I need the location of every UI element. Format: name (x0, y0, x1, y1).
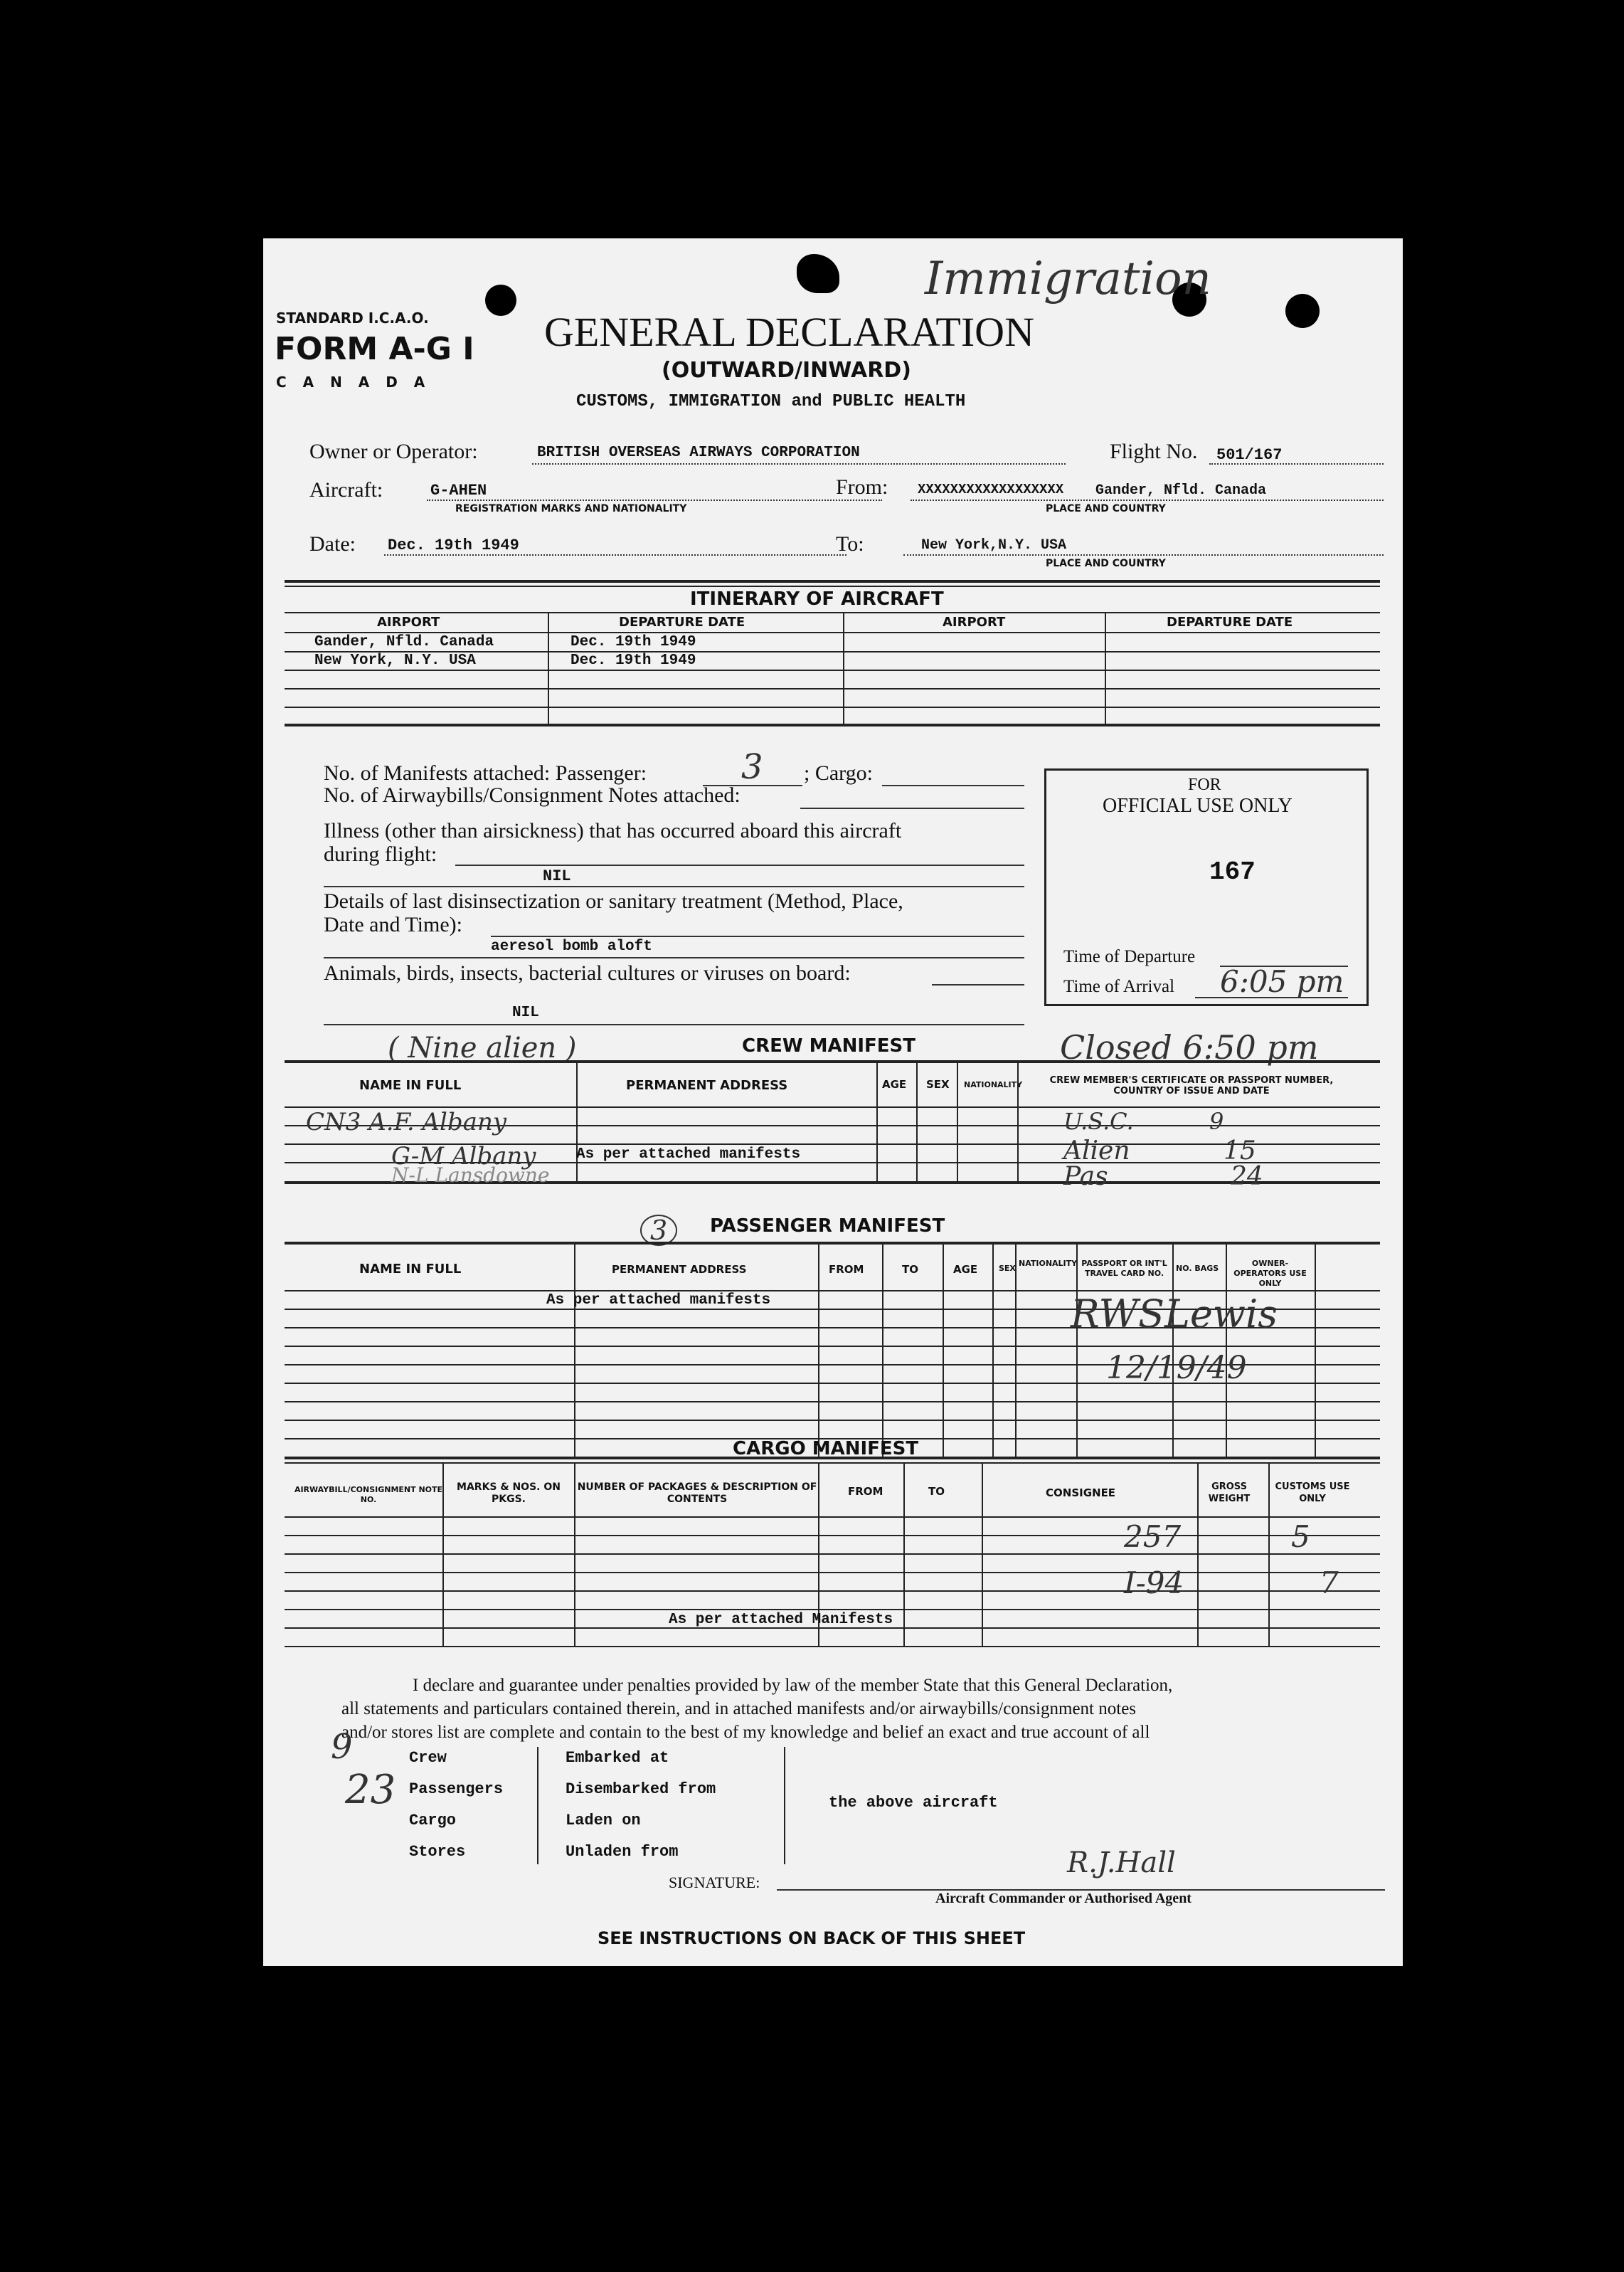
declaration-hand-count: 23 (345, 1767, 396, 1813)
declaration-mid: Embarked at (566, 1749, 669, 1767)
aircraft-label: Aircraft: (309, 478, 383, 502)
cargo-header: CONSIGNEE (1046, 1486, 1116, 1499)
declaration-form (263, 238, 1403, 1966)
flight-number: 501/167 (1216, 446, 1283, 464)
itinerary-cell: Gander, Nfld. Canada (314, 634, 494, 650)
to-value: New York,N.Y. USA (921, 537, 1067, 554)
crew-hand-right: 9 (1209, 1108, 1224, 1135)
disinsect-label-2: Date and Time): (324, 913, 462, 936)
itinerary-cell: Dec. 19th 1949 (570, 634, 696, 650)
from-place-sub: PLACE AND COUNTRY (1046, 503, 1166, 514)
passenger-title: PASSENGER MANIFEST (710, 1215, 945, 1237)
cargo-header: AIRWAYBILL/CONSIGNMENT NOTE NO. (294, 1485, 443, 1504)
from-value: Gander, Nfld. Canada (1095, 482, 1267, 499)
passenger-hand-sign: RWSLewis (1071, 1291, 1278, 1336)
crew-header: CREW MEMBER'S CERTIFICATE OR PASSPORT NUMBER, COUNTRY OF ISSUE AND DATE (1049, 1075, 1334, 1097)
departure-label: Time of Departure (1063, 947, 1196, 966)
date-label: Date: (309, 532, 356, 556)
passenger-header: PASSPORT OR INT'L TRAVEL CARD NO. (1081, 1259, 1167, 1278)
itinerary-header: DEPARTURE DATE (1167, 615, 1293, 630)
crew-hand-name: N-L Lansdowne (391, 1163, 550, 1187)
itinerary-cell: New York, N.Y. USA (314, 652, 476, 669)
crew-hand-name: G-M Albany (391, 1142, 536, 1171)
crew-hand-right: 15 (1224, 1136, 1256, 1166)
torn-corner (797, 254, 839, 293)
illness-value: NIL (543, 867, 571, 885)
itinerary-header: AIRPORT (943, 615, 1006, 630)
form-number: FORM A-G I (275, 331, 474, 367)
cargo-hand: 257 (1124, 1519, 1182, 1554)
from-struck: XXXXXXXXXXXXXXXXXX (918, 482, 1064, 497)
cargo-header: FROM (848, 1485, 883, 1498)
cargo-header: NUMBER OF PACKAGES & DESCRIPTION OF CONTENTS (577, 1481, 817, 1505)
cargo-header: TO (928, 1485, 945, 1498)
declaration-hand-count: 9 (331, 1727, 353, 1767)
owner-label: Owner or Operator: (309, 440, 478, 463)
owner-value: BRITISH OVERSEAS AIRWAYS CORPORATION (537, 445, 860, 461)
crew-note-right: Closed 6:50 pm (1060, 1028, 1319, 1067)
declaration-left: Crew (409, 1749, 447, 1767)
crew-header: NAME IN FULL (359, 1078, 462, 1093)
signature-value: R.J.Hall (1067, 1846, 1176, 1879)
crew-hand-right: U.S.C. (1063, 1108, 1134, 1135)
manifests-label: No. of Manifests attached: Passenger: (324, 761, 647, 785)
crew-title: CREW MANIFEST (742, 1035, 916, 1057)
declaration-line: I declare and guarantee under penalties provided by law of the member State that this General Declaration, (413, 1676, 1173, 1695)
animals-value: NIL (512, 1005, 539, 1021)
crew-header: NATIONALITY (964, 1080, 1023, 1089)
crew-hand-right: Pas (1063, 1162, 1108, 1191)
declaration-mid: Laden on (566, 1812, 641, 1829)
animals-label: Animals, birds, insects, bacterial cultures or viruses on board: (324, 961, 851, 985)
crew-address-value: As per attached manifests (576, 1146, 801, 1163)
passenger-header: OWNER-OPERATORS USE ONLY (1233, 1259, 1307, 1288)
form-subtitle: (OUTWARD/INWARD) (662, 358, 911, 383)
official-title: OFFICIAL USE ONLY (1103, 795, 1293, 817)
passenger-header: AGE (953, 1263, 978, 1276)
flight-label: Flight No. (1110, 440, 1198, 463)
official-for: FOR (1188, 776, 1221, 794)
illness-label: Illness (other than airsickness) that has occurred aboard this aircraft (324, 819, 902, 842)
instructions: SEE INSTRUCTIONS ON BACK OF THIS SHEET (598, 1928, 1026, 1948)
commander-label: Aircraft Commander or Authorised Agent (935, 1891, 1192, 1906)
arrival-value: 6:05 pm (1220, 964, 1344, 999)
itinerary-header: AIRPORT (377, 615, 440, 630)
official-number: 167 (1209, 857, 1256, 887)
passenger-count-circled: 3 (640, 1215, 677, 1246)
passenger-header: SEX (999, 1264, 1016, 1273)
punch-hole (485, 285, 516, 316)
passenger-header: TO (902, 1263, 918, 1276)
punch-hole (1285, 294, 1320, 328)
passenger-header: NAME IN FULL (359, 1262, 462, 1277)
cargo-header: GROSS WEIGHT (1208, 1481, 1251, 1504)
declaration-left: Passengers (409, 1780, 504, 1798)
passenger-value: As per attached manifests (546, 1292, 771, 1309)
to-place-sub: PLACE AND COUNTRY (1046, 558, 1166, 569)
standard-label: STANDARD I.C.A.O. (276, 310, 429, 327)
crew-header: PERMANENT ADDRESS (626, 1078, 788, 1093)
aircraft-value: G-AHEN (430, 482, 487, 500)
itinerary-cell: Dec. 19th 1949 (570, 652, 696, 669)
passenger-header: NATIONALITY (1019, 1259, 1078, 1268)
form-subtitle-2: CUSTOMS, IMMIGRATION and PUBLIC HEALTH (576, 392, 966, 411)
passenger-hand-date: 12/19/49 (1106, 1350, 1247, 1386)
passenger-header: FROM (829, 1263, 864, 1276)
cargo-label: ; Cargo: (804, 761, 873, 785)
declaration-left: Stores (409, 1843, 466, 1861)
itinerary-header: DEPARTURE DATE (619, 615, 745, 630)
declaration-line: all statements and particulars contained therein, and in attached manifests and/or airwaybills/consignment notes (341, 1699, 1137, 1718)
disinsect-label: Details of last disinsectization or sanitary treatment (Method, Place, (324, 889, 903, 913)
passenger-header: NO. BAGS (1176, 1264, 1219, 1273)
declaration-line: and/or stores list are complete and contain to the best of my knowledge and belief an exact and true account of all (341, 1723, 1150, 1742)
cargo-value: As per attached Manifests (669, 1612, 893, 1628)
cargo-hand: 5 (1291, 1519, 1310, 1554)
cargo-hand: 7 (1320, 1565, 1339, 1600)
declaration-aircraft: the above aircraft (829, 1794, 998, 1812)
crew-hand-right: Alien (1063, 1136, 1130, 1166)
illness-label-2: during flight: (324, 842, 437, 866)
to-label: To: (836, 532, 864, 556)
passenger-header: PERMANENT ADDRESS (612, 1263, 747, 1276)
crew-header: SEX (926, 1078, 950, 1091)
passenger-manifest-count: 3 (741, 747, 763, 787)
date-value: Dec. 19th 1949 (388, 537, 519, 554)
country-label: C A N A D A (276, 374, 431, 391)
immigration-stamp: Immigration (925, 253, 1211, 305)
cargo-hand: I-94 (1124, 1565, 1184, 1600)
declaration-mid: Unladen from (566, 1843, 679, 1861)
signature-label: SIGNATURE: (669, 1874, 760, 1891)
cargo-header: CUSTOMS USE ONLY (1275, 1481, 1350, 1504)
cargo-header: MARKS & NOS. ON PKGS. (457, 1481, 561, 1505)
crew-note-left: ( Nine alien ) (388, 1032, 577, 1064)
arrival-label: Time of Arrival (1063, 977, 1175, 996)
crew-hand-right: 24 (1231, 1162, 1263, 1191)
form-title: GENERAL DECLARATION (544, 309, 1034, 355)
cargo-title: CARGO MANIFEST (733, 1438, 919, 1459)
declaration-mid: Disembarked from (566, 1780, 716, 1798)
declaration-left: Cargo (409, 1812, 457, 1829)
itinerary-title: ITINERARY OF AIRCRAFT (690, 588, 944, 610)
crew-hand-name: CN3 A.F. Albany (306, 1108, 507, 1136)
from-label: From: (836, 475, 888, 499)
crew-header: AGE (882, 1078, 907, 1091)
disinsect-value: aeresol bomb aloft (491, 939, 652, 955)
airwaybills-label: No. of Airwaybills/Consignment Notes attached: (324, 783, 741, 807)
registration-sub: REGISTRATION MARKS AND NATIONALITY (455, 503, 687, 514)
